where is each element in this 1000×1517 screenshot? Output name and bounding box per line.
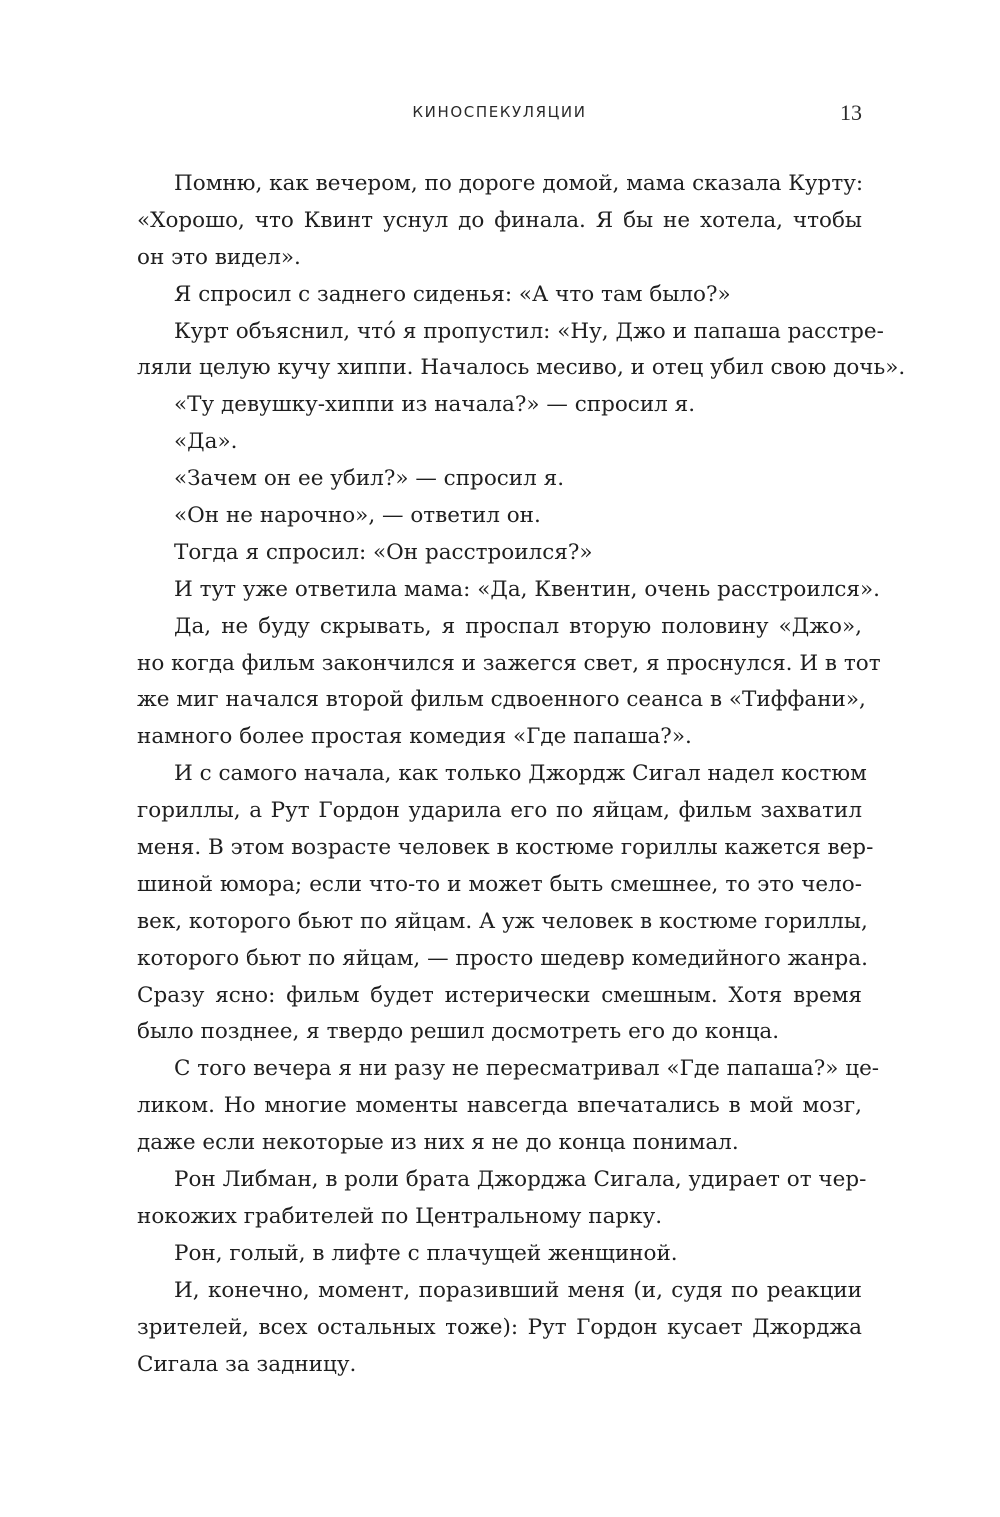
text-line: «Он не нарочно», — ответил он. xyxy=(174,503,541,529)
text-line: которого бьют по яйцам, — просто шедевр комедийного жанра. xyxy=(137,945,868,971)
page-number: 13 xyxy=(840,100,862,125)
running-title: КИНОСПЕКУЛЯЦИИ xyxy=(412,103,587,121)
text-line: И тут уже ответила мама: «Да, Квентин, очень расстроился». xyxy=(174,576,880,602)
text-line: Сразу ясно: фильм будет истерически смешным. Хотя время xyxy=(137,982,862,1008)
text-line: он это видел». xyxy=(137,244,301,270)
text-line: Я спросил с заднего сиденья: «А что там было?» xyxy=(174,281,731,307)
text-line: но когда фильм закончился и зажегся свет, я проснулся. И в тот xyxy=(137,650,881,676)
text-line: же миг начался второй фильм сдвоенного сеанса в «Тиффани», xyxy=(137,687,866,713)
text-line: меня. В этом возрасте человек в костюме гориллы кажется вер- xyxy=(137,835,874,861)
text-line: «Зачем он ее убил?» — спросил я. xyxy=(174,466,565,492)
text-line: С того вечера я ни разу не пересматривал «Где папаша?» це- xyxy=(174,1056,880,1082)
text-line: было позднее, я твердо решил досмотреть его до конца. xyxy=(137,1019,780,1045)
text-line: Помню, как вечером, по дороге домой, мама сказала Курту: xyxy=(174,171,864,196)
text-line: ляли целую кучу хиппи. Началось месиво, и отец убил свою дочь». xyxy=(137,355,906,381)
text-line: Рон Либман, в роли брата Джорджа Сигала, удирает от чер- xyxy=(174,1167,867,1193)
running-head xyxy=(137,100,862,129)
text-line: Тогда я спросил: «Он расстроился?» xyxy=(174,539,593,565)
body-text xyxy=(137,166,906,1383)
text-line: «Хорошо, что Квинт уснул до финала. Я бы не хотела, чтобы xyxy=(137,207,862,233)
text-line: И, конечно, момент, поразивший меня (и, судя по реакции xyxy=(174,1277,862,1303)
text-line: Рон, голый, в лифте с плачущей женщиной. xyxy=(174,1240,678,1266)
text-line: шиной юмора; если что-то и может быть смешнее, то это чело- xyxy=(137,871,862,897)
text-line: век, которого бьют по яйцам. А уж человек в костюме гориллы, xyxy=(137,908,868,934)
text-line: И с самого начала, как только Джордж Сигал надел костюм xyxy=(174,761,867,787)
text-line: ликом. Но многие моменты навсегда впечатались в мой мозг, xyxy=(137,1093,862,1119)
text-line: зрителей, всех остальных тоже): Рут Гордон кусает Джорджа xyxy=(137,1314,862,1340)
text-line: «Да». xyxy=(174,429,238,455)
text-line: даже если некоторые из них я не до конца понимал. xyxy=(137,1130,739,1156)
text-line: Сигала за задницу. xyxy=(137,1351,357,1377)
text-line: Курт объяснил, чтó я пропустил: «Ну, Джо и папаша расстре- xyxy=(174,318,884,344)
text-line: нокожих грабителей по Центральному парку. xyxy=(137,1203,663,1229)
text-line: намного более простая комедия «Где папаша?». xyxy=(137,724,692,750)
text-line: гориллы, а Рут Гордон ударила его по яйцам, фильм захватил xyxy=(137,798,862,824)
text-line: Да, не буду скрывать, я проспал вторую половину «Джо», xyxy=(174,613,862,639)
text-line: «Ту девушку-хиппи из начала?» — спросил я. xyxy=(174,392,696,418)
